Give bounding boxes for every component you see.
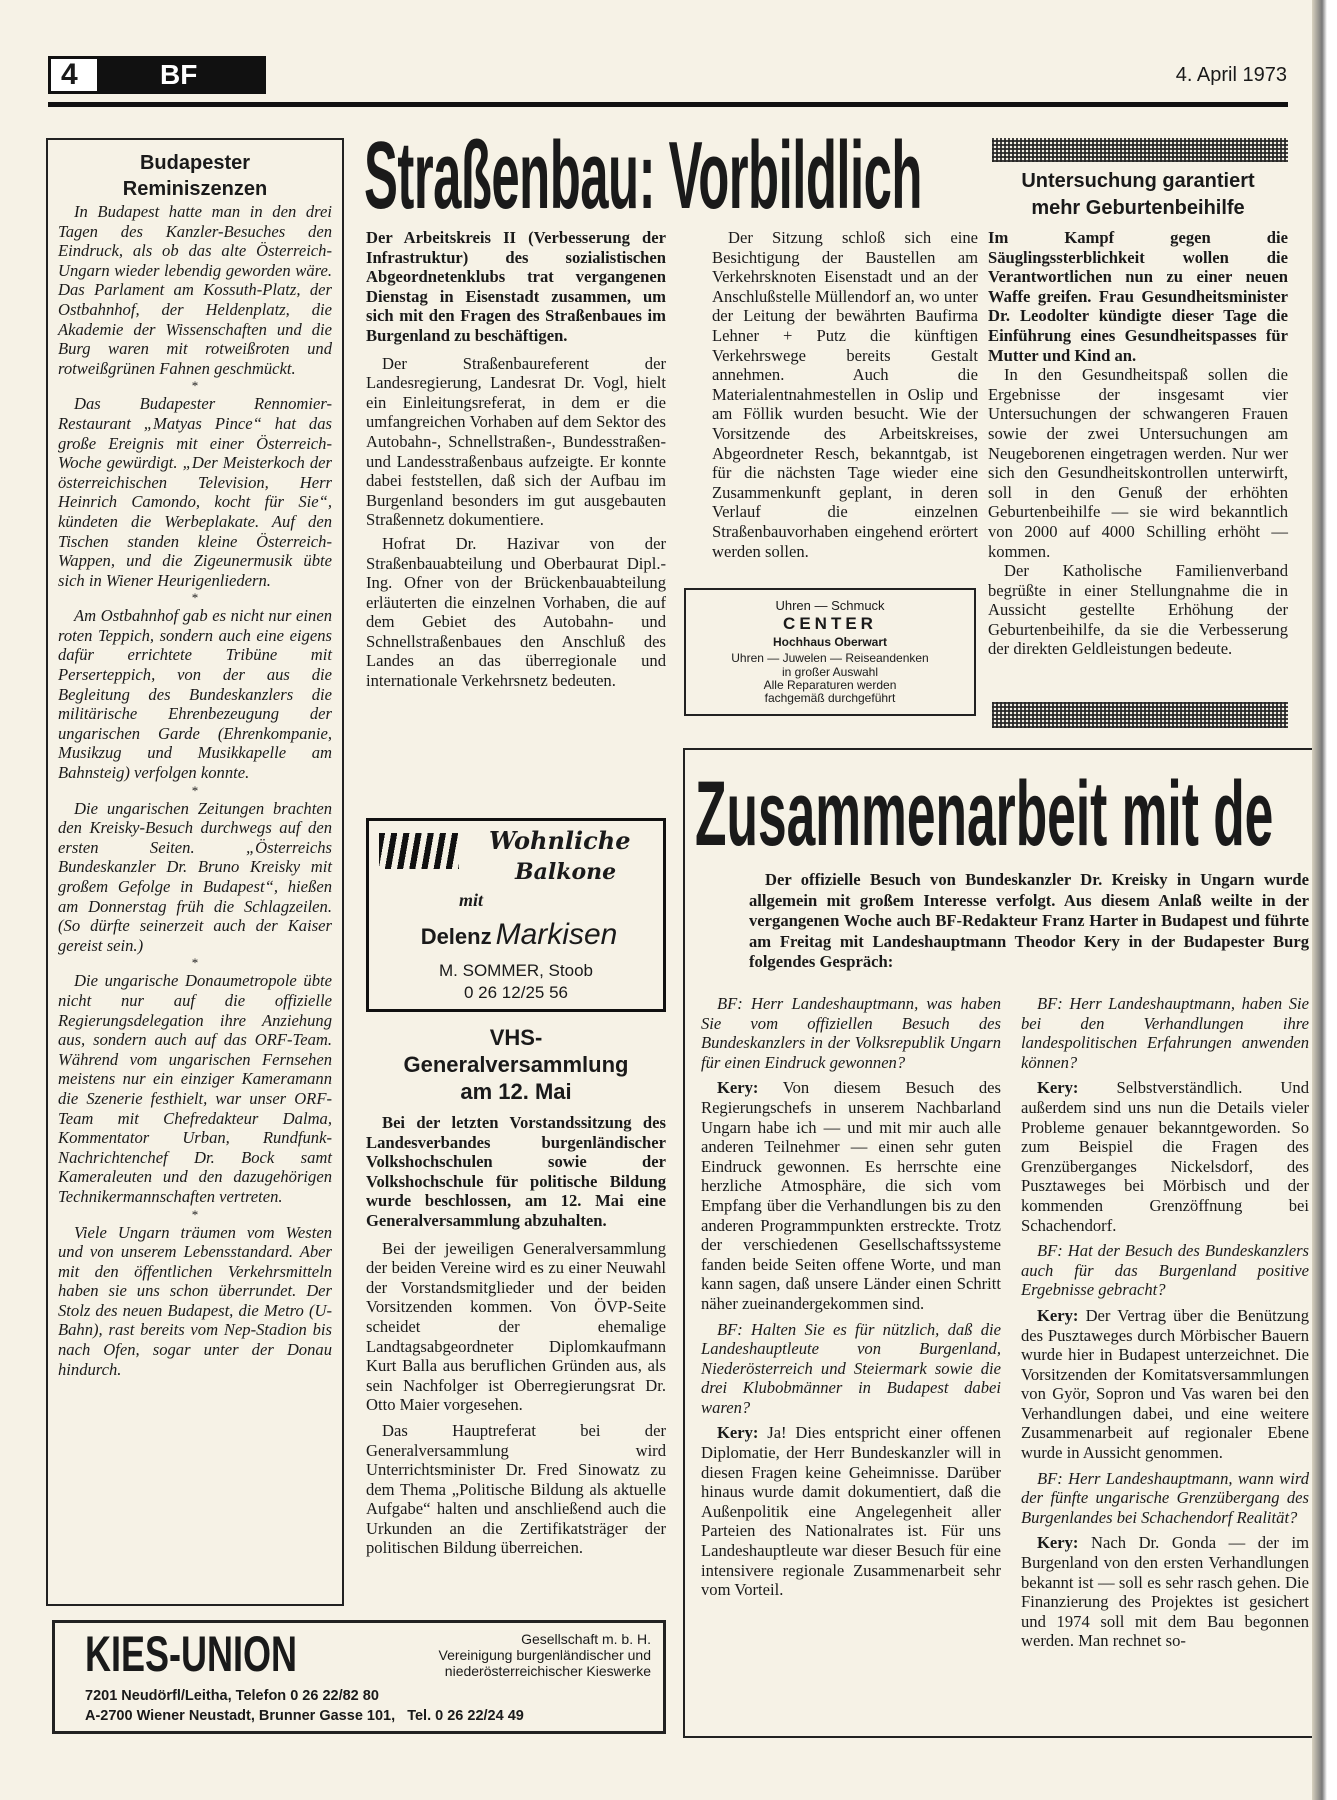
ad-brand: KIES-UNION <box>85 1626 298 1682</box>
ad-line: in großer Auswahl <box>781 665 879 679</box>
box-title-line2: Reminiszenzen <box>122 178 268 200</box>
ad-line: Alle Reparaturen werden <box>763 678 897 692</box>
untersuchung-headline <box>988 168 1288 222</box>
answer-text: Der Vertrag über die Benützung des Pusztaweges durch Mörbischer Bauern wurde hier in Budapest unterzeichnet. Die Vorsitzenden der Komitatsversammlungen von Györ, Sopron und Vas waren bei den Verhandlungen dabei, und eine weitere Zusammenarbeit auf regionaler Ebene wurde in Aussicht genommen. <box>1021 1305 1309 1463</box>
interview-col2 <box>1021 994 1309 1651</box>
interview-col1 <box>701 994 1001 1600</box>
box-paragraph: Das Budapester Rennomier-Restaurant „Matyas Pince“ hat das große Ereignis mit einer Österreich-Woche gewürdigt. „Der Meisterkoch der österreichischen Television, Herr Heinrich Camondo, kocht für Sie“, kündeten die Werbeplakate. Auf den Tischen standen kleine Österreich-Wappen, und die Zigeunermusik übte sich in Wiener Heurigenliedern. <box>58 394 332 590</box>
ad-line: Gesellschaft m. b. H. <box>521 1631 651 1647</box>
page-edge-shadow <box>1312 0 1337 1800</box>
page-number-box <box>48 56 100 94</box>
box-paragraph: Am Ostbahnhof gab es nicht nur einen roten Teppich, sondern auch eine eigens dafür errichtete Tribüne mit Perserteppich, von der aus die Begleitung des Bundeskanzlers die militärische Ehrenbezeugung der ungarischen Garde (Ehrenkompanie, Musikzug und Musikkapelle am Bahnsteig) verfolgen konnte. <box>58 606 332 783</box>
separator-star: * <box>191 378 199 394</box>
separator-star: * <box>191 955 199 971</box>
strassenbau-col2 <box>712 228 978 561</box>
ad-line: fachgemäß durchgeführt <box>764 691 896 705</box>
ad-company-info <box>439 1631 652 1679</box>
interview-answer <box>1021 1078 1309 1235</box>
headline-line2: mehr Geburtenbeihilfe <box>1031 197 1245 219</box>
speaker-label: Kery: <box>717 1078 759 1098</box>
ad-line: Vereinigung burgenländischer und <box>438 1647 651 1663</box>
article-lead: Der Arbeitskreis II (Verbesserung der Infrastruktur) des sozialistischen Abgeordnetenklubs trat vergangenen Dienstag in Eisenstadt zusammen, um sich mit den Fragen des Straßenbaues im Burgenland zu beschäftigen. <box>366 228 666 345</box>
ad-script-line2: Balkone <box>515 859 617 885</box>
ad-script-line3: mit <box>459 890 484 910</box>
issue-date: 4. April 1973 <box>1175 64 1287 86</box>
interview-answer <box>1021 1533 1309 1651</box>
ad-kies-union <box>52 1620 666 1734</box>
speaker-label: Kery: <box>1037 1078 1079 1098</box>
ad-center-oberwart <box>684 588 976 716</box>
ad-phone: 0 26 12/25 56 <box>464 983 568 1002</box>
box-paragraph: Die ungarischen Zeitungen brachten den Kreisky-Besuch durchwegs auf den ersten Seiten. „Österreichs Bundeskanzler Dr. Bruno Kreisky mit großem Gefolge in Budapest“, hießen am Donnerstag früh die Schlagzeilen. (So dürfte seinerzeit auch der Kaiser gereist sein.) <box>58 798 332 955</box>
speaker-label: Kery: <box>717 1423 759 1443</box>
interview-question: BF: Herr Landeshauptmann, haben Sie bei den Verhandlungen ihre landespolitischen Erfahrungen anwenden können? <box>1021 994 1309 1072</box>
strassenbau-col1 <box>366 228 666 691</box>
article-lead: Bei der letzten Vorstandssitzung des Landesverbandes burgenländischer Volkshochschulen sowie der Volkshochschule für politische Bildung wurde beschlossen, am 12. Mai eine Generalversammlung abzuhalten. <box>366 1113 666 1230</box>
separator-star: * <box>191 1206 199 1222</box>
answer-text: Von diesem Besuch des Regierungschefs in unserem Nachbarland Ungarn habe ich — und mit mir auch alle anderen Teilnehmer — einen sehr guten Eindruck gewonnen. Es herrschte eine herzliche Atmosphäre, die sich vom Empfang über die Verhandlungen bis zu den anderen Programmpunkten erstreckte. Trotz der verschiedenen Gesellschaftssysteme fanden beide Seiten offene Worte, und man kann sagen, daß unsere Länder einen Schritt näher zueinandergekommen sind. <box>701 1078 1001 1313</box>
interview-question: BF: Halten Sie es für nützlich, daß die Landeshauptleute von Burgenland, Niederösterreich und Steiermark sowie die drei Klubobmänner in Budapest dabei waren? <box>701 1319 1001 1417</box>
ad-product: Markisen <box>495 918 618 951</box>
interview-box <box>683 748 1325 1738</box>
article-paragraph: In den Gesundheitspaß sollen die Ergebnisse der insgesamt vier Untersuchungen der schwangeren Frauen sowie der zwei Untersuchungen am Neugeborenen eingetragen werden. Nur wer sich den Gesundheitskontrollen unterwirft, soll in den Genuß der erhöhten Geburtenbeihilfe — sie wird bekanntlich von 2000 auf 4000 Schilling erhöht — kommen. <box>988 365 1288 561</box>
headline-line1: Untersuchung garantiert <box>1021 170 1255 192</box>
interview-question: BF: Herr Landeshauptmann, was haben Sie vom offiziellen Besuch des Bundeskanzlers in der Volksrepublik Ungarn für einen Eindruck gewonnen? <box>701 994 1001 1072</box>
interview-question: BF: Herr Landeshauptmann, wann wird der fünfte ungarische Grenzübergang des Burgenlandes bei Schachendorf Realität? <box>1021 1468 1309 1527</box>
ad-line: Uhren — Juwelen — Reiseandenken <box>731 651 929 665</box>
dotted-rule-top <box>992 138 1288 162</box>
vhs-headline: VHS-Generalversammlung am 12. Mai <box>403 1025 629 1104</box>
ad-line: niederösterreichischer Kieswerke <box>444 1663 651 1679</box>
speaker-label: Kery: <box>1037 1533 1079 1553</box>
interview-headline: Zusammenarbeit mit de <box>695 763 1274 865</box>
masthead-rule <box>48 102 1288 107</box>
box-title <box>58 150 332 202</box>
paper-logo: BF <box>100 56 266 94</box>
speaker-label: Kery: <box>1037 1305 1079 1325</box>
answer-text: Selbstverständlich. Und außerdem sind uns nun die Details vieler Probleme genauer bekanntgeworden. So zum Beispiel die Fragen des Grenzüberganges Nickelsdorf, des Pusztaweges bei Mörbisch und der kommenden Grenzöffnung bei Schachendorf. <box>1021 1078 1309 1235</box>
ad-place: Hochhaus Oberwart <box>772 635 888 649</box>
box-paragraph: Die ungarische Donaumetropole übte nicht nur auf die offizielle Regierungsdelegation ihre Anziehung aus, sondern auch auf das ORF-Team. Während vom ungarischen Fernsehen meistens nur ein einziger Kameramann die Szenerie festhielt, war unser ORF-Team mit Chefredakteur Dalma, Kommentator Urban, Rundfunk-Nachrichtenchef Dr. Bock samt Kameraleuten und den dazugehörigen Technikermannschaften vertreten. <box>58 971 332 1206</box>
interview-question: BF: Hat der Besuch des Bundeskanzlers auch für das Burgenland positive Ergebnisse gebracht? <box>1021 1241 1309 1300</box>
ad-brand: Delenz <box>420 924 492 949</box>
vhs-article <box>366 1024 666 1558</box>
separator-star: * <box>191 782 199 798</box>
answer-text: Nach Dr. Gonda — der im Burgenland von den ersten Verhandlungen bekannt ist — soll es sehr rasch gehen. Die Finanzierung des Projektes ist gesichert und 1974 soll mit dem Bau begonnen werden. Man rechnet so- <box>1021 1533 1309 1651</box>
box-title-line1: Budapester <box>139 152 251 174</box>
box-paragraph: In Budapest hatte man in den drei Tagen des Kanzler-Besuches den Eindruck, als ob das alte Österreich-Ungarn wieder lebendig geworden wäre. Das Parlament am Kossuth-Platz, der Ostbahnhof, der Heldenplatz, die Akademie der Wissenschaften und die Burg waren mit rotweißroten und rotweißgrünen Fahnen geschmückt. <box>58 202 332 378</box>
ad-dealer: M. SOMMER, Stoob <box>439 961 593 980</box>
answer-text: Ja! Dies entspricht einer offenen Diplomatie, der Herr Bundeskanzler will in diesen Fragen keine Geheimnisse. Darüber hinaus wurde damit dokumentiert, daß die Außenpolitik eine Angelegenheit aller Parteien des Nationalrates ist. Für uns Landeshauptleute war dieser Besuch für eine intensivere regionale Zusammenarbeit sehr vom Vorteil. <box>701 1423 1001 1600</box>
interview-headline-wrap <box>695 763 1325 865</box>
budapest-reminiscences-box <box>46 138 344 1606</box>
interview-answer <box>1021 1306 1309 1463</box>
article-paragraph: Das Hauptreferat bei der Generalversammlung wird Unterrichtsminister Dr. Fred Sinowatz zu dem Thema „Politische Bildung als aktuelle Aufgabe“ halten und anschließend auch die Urkunden an die Zertifikatsträger der politischen Bildung überreichen. <box>366 1420 666 1558</box>
ad-line: Uhren — Schmuck <box>775 598 885 613</box>
page-number: 4 <box>61 58 78 91</box>
strassenbau-headline-wrap <box>364 122 976 229</box>
awning-graphic <box>379 833 459 869</box>
box-paragraph: Viele Ungarn träumen vom Westen und von unserem Lebensstandard. Aber mit den öffentlichen Verkehrsmitteln haben sie uns schon überrundet. Der Stolz des neuen Budapest, die Metro (U-Bahn), rast bereits vom Nep-Stadion bis nach Ofen, sogar unter der Donau hindurch. <box>58 1222 332 1379</box>
interview-intro: Der offizielle Besuch von Bundeskanzler Dr. Kreisky in Ungarn wurde allgemein mit großem Interesse verfolgt. Aus diesem Anlaß weilte in der vergangenen Woche auch BF-Redakteur Franz Harter in Budapest und führte am Freitag mit Landeshauptmann Theodor Kery in der Budapester Burg folgendes Gespräch: <box>749 870 1309 971</box>
ad-product-line <box>389 917 649 953</box>
article-paragraph: Bei der jeweiligen Generalversammlung der beiden Vereine wird es zu einer Neuwahl der Vorstandsmitglieder und der beiden Vorsitzenden kommen. Von ÖVP-Seite scheidet der ehemalige Landtagsabgeordneter Diplomkaufmann Kurt Balla aus beruflichen Gründen aus, als sein Nachfolger ist Oberregierungsrat Dr. Otto Maier vorgesehen. <box>366 1238 666 1415</box>
untersuchung-article <box>988 168 1288 659</box>
ad-address2: A-2700 Wiener Neustadt, Brunner Gasse 101, Tel. 0 26 22/24 49 <box>85 1708 524 1724</box>
ad-brand: CENTER <box>783 614 877 633</box>
article-paragraph: Hofrat Dr. Hazivar von der Straßenbauabteilung und Oberbaurat Dipl.-Ing. Ofner von der Brückenbauabteilung erläuterten die einzelnen Vorhaben, die auf dem Gebiet des Autobahn- und Schnellstraßenbaues den Anschluß des Landes an das überregionale und internationale Verkehrsnetz bedeuten. <box>366 533 666 691</box>
article-paragraph: Der Straßenbaureferent der Landesregierung, Landesrat Dr. Vogl, hielt ein Einleitungsreferat, in dem er die umfangreichen Vorhaben auf dem Sektor des Autobahn-, Schnellstraßen-, Bundesstraßen- und Landesstraßenbaus aufzeigte. Er konnte dabei feststellen, daß sich der Aufbau im Burgenland besonders im gut ausgebauten Straßennetz dokumentiere. <box>366 353 666 530</box>
interview-answer <box>701 1078 1001 1313</box>
article-lead: Im Kampf gegen die Säuglingssterblichkeit wollen die Verantwortlichen nun zu einer neuen Waffe greifen. Frau Gesundheitsminister Dr. Leodolter kündigte dieser Tage die Einführung eines Gesundheitspasses für Mutter und Kind an. <box>988 228 1288 365</box>
ad-brand-wrap <box>85 1627 379 1681</box>
interview-answer <box>701 1423 1001 1599</box>
separator-star: * <box>191 590 199 606</box>
ad-script-line1: Wohnliche <box>489 826 631 855</box>
dotted-rule-bottom <box>992 702 1288 728</box>
strassenbau-headline: Straßenbau: Vorbildlich <box>364 122 922 229</box>
ad-address1: 7201 Neudörfl/Leitha, Telefon 0 26 22/82 80 <box>85 1688 379 1704</box>
article-paragraph: Der Sitzung schloß sich eine Besichtigung der Baustellen am Verkehrsknoten Eisenstadt und an der Anschlußstelle Müllendorf an, wo unter der Leitung der bewährten Baufirma Lehner + Putz die künftigen Verkehrswege bereits Gestalt annehmen. Auch die Materialentnahmestellen in Oslip und am Föllik wurden besucht. Wie der Vorsitzende des Arbeitskreises, Abgeordneter Resch, bekanntgab, ist für die nächsten Tage wieder eine Zusammenkunft geplant, in deren Verlauf die einzelnen Straßenbauvorhaben eingehend erörtert werden sollen. <box>712 228 978 561</box>
article-paragraph: Der Katholische Familienverband begrüßte in einer Stellungnahme die in Aussicht gestellte Erhöhung der Geburtenbeihilfe, da sie die Verbesserung der direkten Geldleistungen bedeute. <box>988 561 1288 659</box>
ad-balkone <box>366 818 666 1012</box>
